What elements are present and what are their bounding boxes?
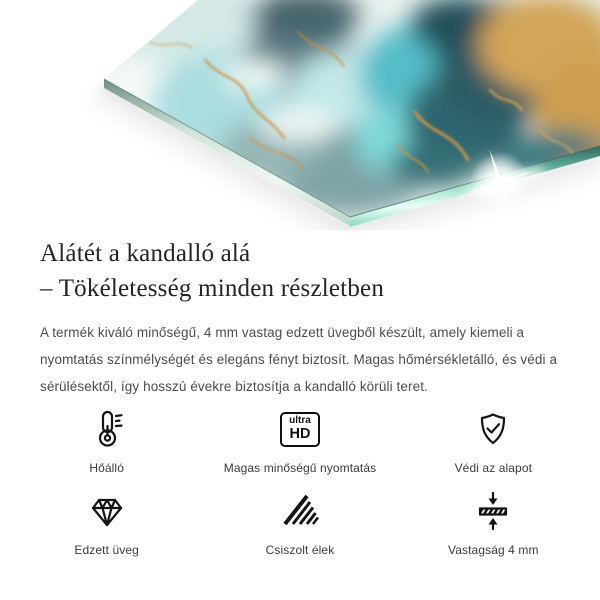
page-title-line2: – Tökéletesség minden részletben — [40, 275, 385, 302]
product-description: A termék kiváló minőségű, 4 mm vastag edzett üvegből készült, amely kiemeli a nyomtatás színmélységét és elegáns fényt biztosít. Magas hőmérsékletálló, és védi a sérülésektől, így hosszú évekre biztosítja a kandalló körüli teret. — [40, 325, 558, 394]
feature-label: Edzett üveg — [74, 543, 139, 557]
ultra-hd-text-bottom: HD — [289, 426, 311, 443]
page-title — [40, 236, 560, 306]
diamond-icon — [87, 489, 127, 533]
feature-thickness — [397, 489, 590, 557]
feature-label: Csiszolt élek — [265, 543, 335, 557]
product-info-section — [0, 236, 600, 400]
features-grid — [10, 407, 590, 557]
thermometer-icon — [87, 407, 127, 451]
ultra-hd-icon — [280, 407, 320, 451]
feature-label: Magas minőségű nyomtatás — [223, 461, 377, 475]
feature-heat-resistant — [10, 407, 203, 475]
feature-label: Vastagság 4 mm — [448, 543, 539, 557]
feature-protects-base — [397, 407, 590, 475]
page-title-line1: Alátét a kandalló alá — [40, 240, 251, 267]
feature-print-quality — [203, 407, 396, 475]
feature-tempered-glass — [10, 489, 203, 557]
shield-check-icon — [473, 407, 513, 451]
product-image — [0, 0, 600, 230]
beveled-edges-icon — [280, 489, 320, 533]
ultra-hd-text-top: ultra — [289, 415, 311, 427]
feature-label: Hőálló — [89, 461, 124, 475]
feature-label: Védi az alapot — [454, 461, 533, 475]
feature-polished-edges — [203, 489, 396, 557]
product-image-section — [0, 0, 600, 230]
thickness-icon — [472, 489, 514, 533]
